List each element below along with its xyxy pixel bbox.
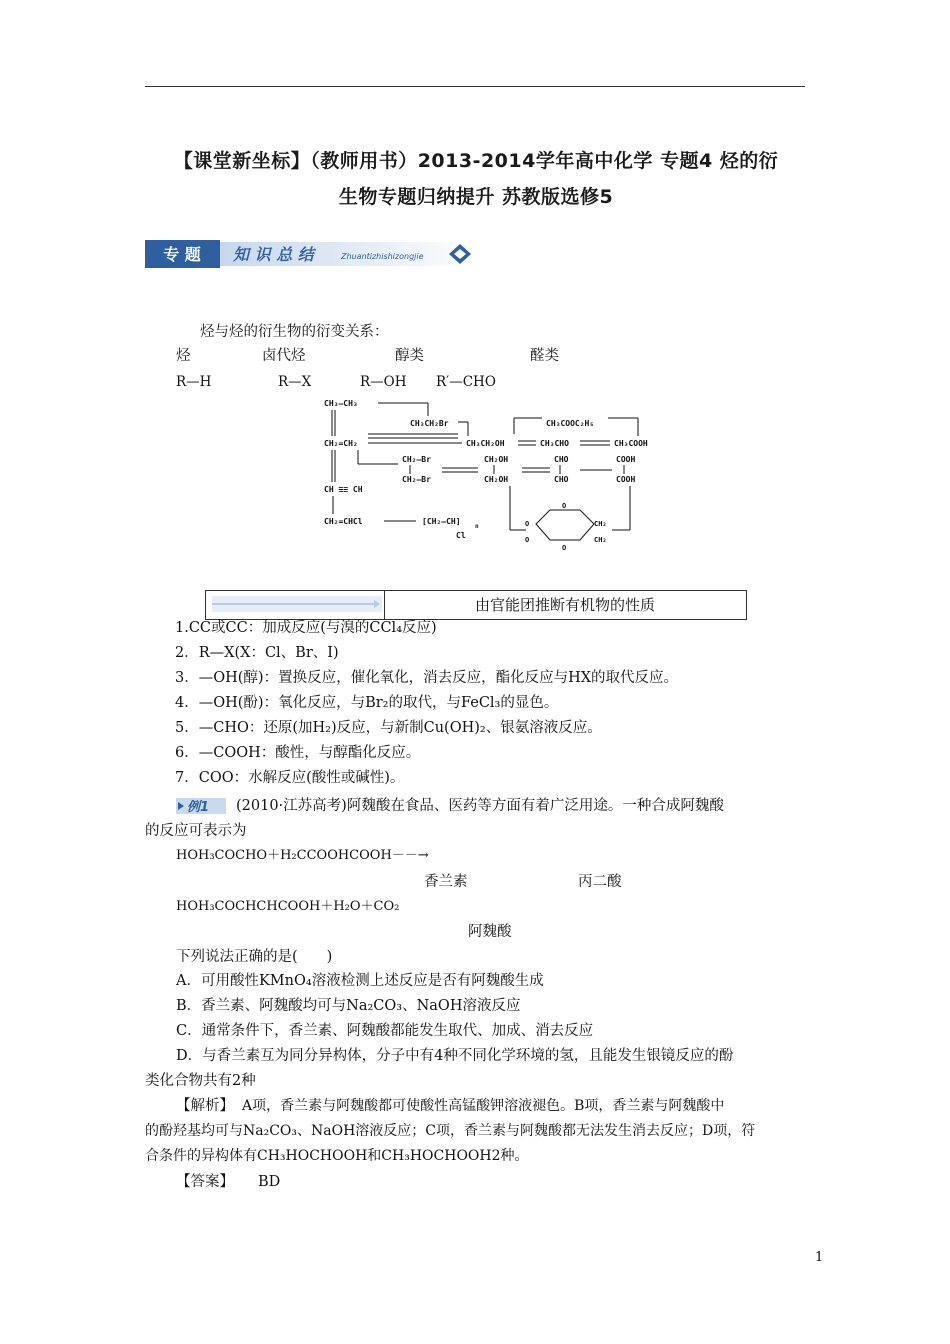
equation-line2: HOH₃COCHCHCOOH＋H₂O＋CO₂: [176, 899, 400, 914]
node-glycol-bot: CH₂OH: [484, 475, 509, 484]
node-ethylbromide: CH₃CH₂Br: [410, 419, 449, 428]
equation-line1: HOH₃COCHO＋H₂CCOOHCOOH－－→: [176, 848, 429, 863]
formula-rcho: R′—CHO: [436, 374, 496, 390]
analysis-line1: A项，香兰素与阿魏酸都可使酸性高锰酸钾溶液褪色。B项，香兰素与阿魏酸中: [242, 1098, 725, 1114]
example-intro-line2: 的反应可表示为: [145, 823, 247, 839]
svg-text:O: O: [562, 544, 567, 552]
example-icon: [176, 796, 226, 816]
svg-text:O: O: [525, 536, 530, 544]
node-pvc: [CH₂—CH]: [422, 517, 461, 526]
node-ethylacetate: CH₃COOC₂H₅: [546, 419, 595, 428]
section-heading-label: 由官能团推断有机物的性质: [474, 596, 655, 614]
node-ethanol: CH₃CH₂OH: [466, 439, 505, 448]
node-dibromo-top: CH₂—Br: [402, 455, 431, 464]
option-a: A．可用酸性KMnO₄溶液检测上述反应是否有阿魏酸生成: [176, 973, 544, 989]
node-glyoxal-top: CHO: [554, 455, 569, 464]
option-c: C．通常条件下，香兰素、阿魏酸都能发生取代、加成、消去反应: [176, 1023, 594, 1039]
node-acetaldehyde: CH₃CHO: [540, 439, 569, 448]
node-glyoxal-bot: CHO: [554, 475, 569, 484]
property-item-4: 4．—OH(酚)：氧化反应，与Br₂的取代，与FeCl₃的显色。: [175, 695, 559, 711]
node-oxalic-top: COOH: [616, 455, 636, 464]
option-d-continued: 类化合物共有2种: [145, 1073, 256, 1089]
name-ferulic: 阿魏酸: [468, 924, 512, 940]
node-glycol-top: CH₂OH: [484, 455, 509, 464]
analysis-label: 【解析】: [176, 1098, 234, 1114]
section-heading-tag: [206, 591, 385, 619]
formula-roh: R—OH: [360, 374, 407, 390]
class-alcohol: 醇类: [395, 348, 424, 364]
node-dibromo-bot: CH₂—Br: [402, 475, 431, 484]
property-item-6: 6．—COOH：酸性，与醇酯化反应。: [175, 745, 421, 761]
reaction-network-diagram: [318, 394, 668, 556]
option-b: B．香兰素、阿魏酸均可与Na₂CO₃、NaOH溶液反应: [176, 998, 521, 1014]
property-item-3: 3．—OH(醇)：置换反应，催化氧化，消去反应，酯化反应与HX的取代反应。: [175, 670, 679, 686]
name-vanillin: 香兰素: [424, 874, 468, 890]
node-pvc-cl: Cl: [456, 531, 466, 540]
node-pvc-n: n: [475, 523, 479, 530]
class-haloalkane: 卤代烃: [262, 348, 306, 364]
analysis-line2: 的酚羟基均可与Na₂CO₃、NaOH溶液反应；C项，香兰素与阿魏酸都无法发生消去反应；D项，符: [145, 1123, 756, 1139]
property-item-1: 1.CC或CC：加成反应(与溴的CCl₄反应): [175, 620, 437, 636]
svg-text:例1: 例1: [187, 800, 210, 815]
node-vinylchloride: CH₂=CHCl: [324, 517, 363, 526]
node-ethane: CH₃—CH₃: [324, 399, 358, 408]
intro-text: 烃与烃的衍生物的衍变关系：: [200, 324, 389, 340]
section-banner: [145, 240, 480, 268]
node-acetylene: CH ≡≡ CH: [324, 485, 363, 494]
svg-text:O: O: [525, 520, 530, 528]
answer-value: BD: [258, 1174, 281, 1190]
formula-rh: R—H: [176, 374, 212, 390]
document-title-line1: 【课堂新坐标】（教师用书）2013-2014学年高中化学 专题4 烃的衍: [173, 150, 779, 172]
document-title-line2: 生物专题归纳提升 苏教版选修5: [338, 186, 614, 208]
svg-text:O: O: [562, 502, 567, 510]
svg-text:CH₂: CH₂: [594, 520, 607, 528]
answer-label: 【答案】: [176, 1174, 234, 1190]
page-number: 1: [815, 1250, 824, 1265]
property-item-2: 2．R—X(X：Cl、Br、I): [175, 645, 339, 661]
example-intro-line1: (2010·江苏高考)阿魏酸在食品、医药等方面有着广泛用途。一种合成阿魏酸: [236, 798, 724, 814]
analysis-line3: 合条件的异构体有CH₃HOCHOOH和CH₃HOCHOOH2种。: [145, 1148, 529, 1164]
section-heading-box: [205, 590, 747, 620]
property-item-7: 7．COO：水解反应(酸性或碱性)。: [175, 770, 405, 786]
property-item-5: 5．—CHO：还原(加H₂)反应，与新制Cu(OH)₂、银氨溶液反应。: [175, 720, 602, 736]
node-oxalic-bot: COOH: [616, 475, 636, 484]
header-rule: [145, 86, 805, 87]
class-aldehyde: 醛类: [530, 348, 559, 364]
banner-zhuanti: 专 题: [163, 245, 201, 264]
question-text: 下列说法正确的是( ): [176, 949, 333, 965]
svg-text:CH₂: CH₂: [594, 536, 607, 544]
formula-rx: R—X: [278, 374, 312, 390]
node-ethylene: CH₂=CH₂: [324, 439, 358, 448]
banner-zhishi: 知 识 总 结: [233, 245, 314, 264]
class-hydrocarbon: 烃: [176, 348, 191, 364]
banner-pinyin: Zhuantizhishizongjie: [341, 252, 424, 261]
node-aceticacid: CH₃COOH: [614, 439, 648, 448]
option-d: D．与香兰素互为同分异构体，分子中有4种不同化学环境的氢，且能发生银镜反应的酚: [176, 1048, 734, 1064]
name-malonic: 丙二酸: [578, 874, 622, 890]
